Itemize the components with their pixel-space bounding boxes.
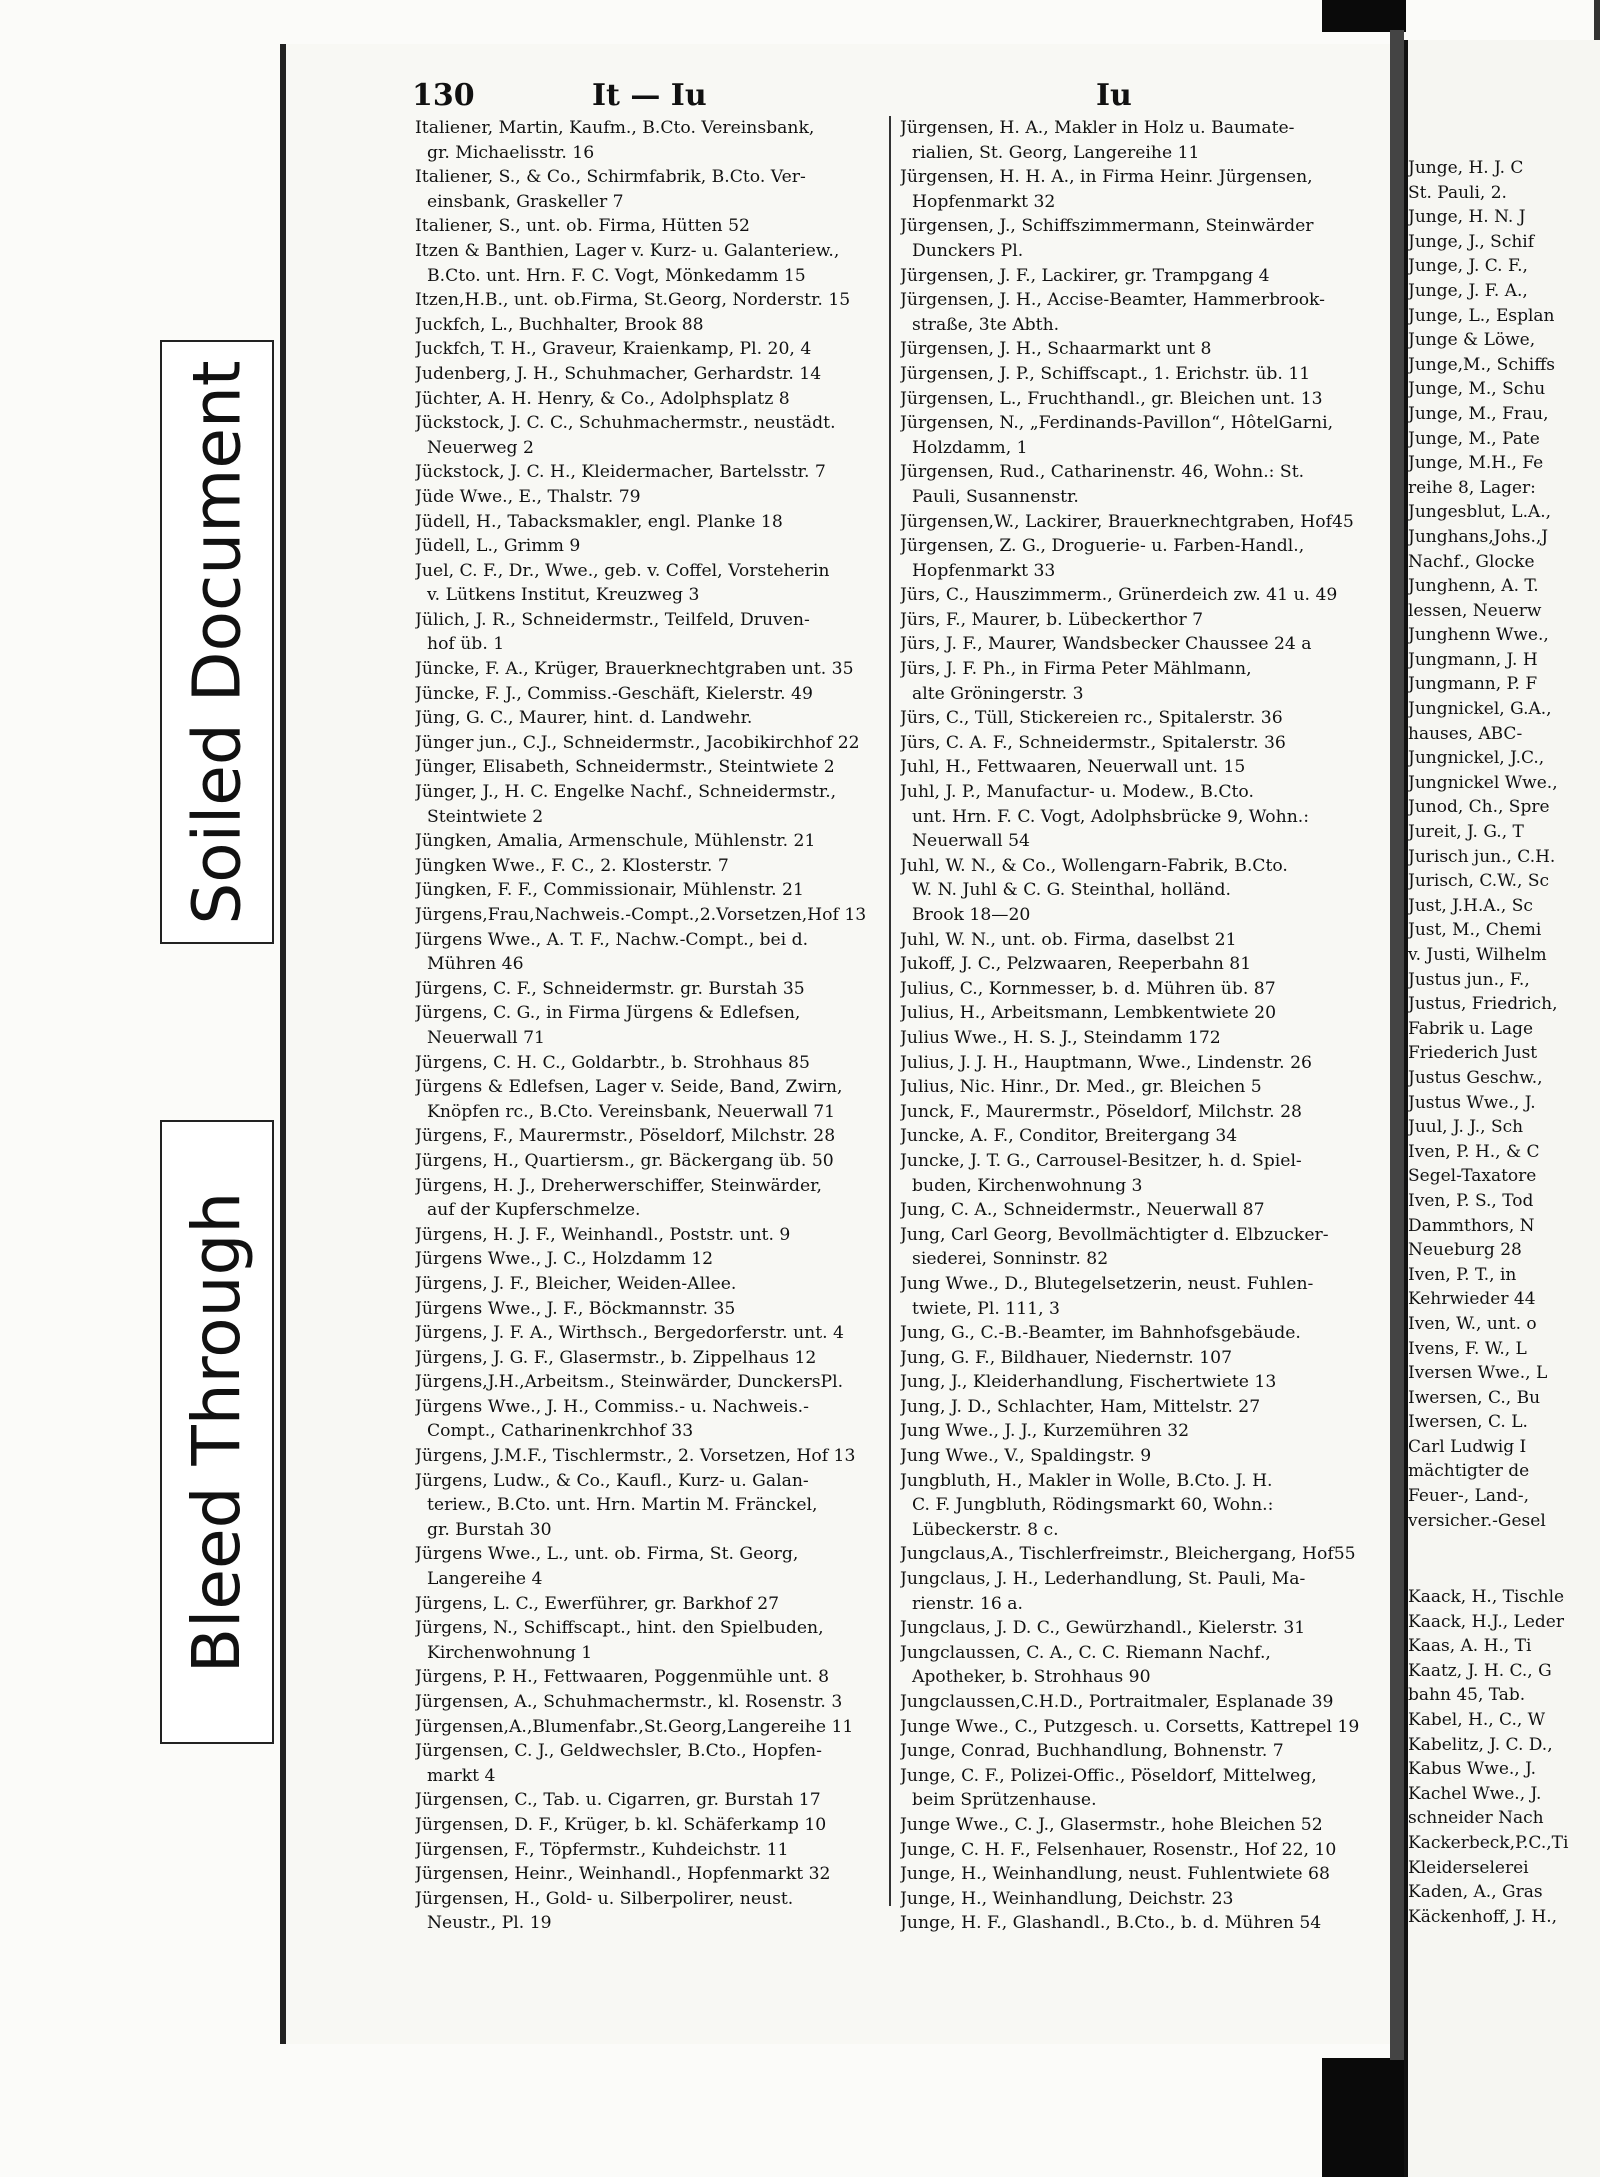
directory-entry-line: Kleiderselerei xyxy=(1408,1857,1529,1878)
directory-entry-line: Iwersen, C., Bu xyxy=(1408,1387,1541,1408)
directory-entry-line: Friederich Just xyxy=(1408,1043,1538,1064)
directory-entry-line: Junge, M.H., Fe xyxy=(1408,453,1544,474)
entry-continuation-line: Holzdamm, 1 xyxy=(912,437,1028,458)
directory-entry-line: Kackerbeck,P.C.,Ti xyxy=(1408,1832,1569,1853)
directory-entry-line: Jürgensen, H. H. A., in Firma Heinr. Jürgensen, xyxy=(900,167,1313,188)
directory-entry-line: Jüngken, Amalia, Armenschule, Mühlenstr. 21 xyxy=(415,831,816,852)
directory-entry-line: Jürgens, J.M.F., Tischlermstr., 2. Vorsetzen, Hof 13 xyxy=(415,1446,856,1467)
directory-entry-line: Juhl, H., Fettwaaren, Neuerwall unt. 15 xyxy=(900,757,1246,778)
adjacent-page-column-k xyxy=(1408,1585,1598,1929)
scan-black-bar-bottom xyxy=(1322,2058,1406,2177)
directory-entry-line: Jung Wwe., D., Blutegelsetzerin, neust. Fuhlen- xyxy=(900,1273,1314,1294)
directory-entry-line: Jürgens, C. G., in Firma Jürgens & Edlefsen, xyxy=(415,1003,801,1024)
entry-continuation-line: Neuerweg 2 xyxy=(427,437,534,458)
directory-entry-line: Jürgens Wwe., J. C., Holzdamm 12 xyxy=(415,1249,714,1270)
entry-continuation-line: W. N. Juhl & C. G. Steinthal, holländ. xyxy=(912,880,1231,901)
directory-entry-line: Fabrik u. Lage xyxy=(1408,1018,1534,1039)
directory-entry-line: Italiener, Martin, Kaufm., B.Cto. Vereinsbank, xyxy=(415,118,815,138)
directory-entry-line: Junge, J. C. F., xyxy=(1408,256,1528,277)
directory-entry-line: Junge, C. F., Polizei-Offic., Pöseldorf, Mittelweg, xyxy=(900,1765,1317,1786)
directory-entry-line: Jürgensen, J. F., Lackirer, gr. Trampgang 4 xyxy=(900,265,1270,286)
directory-entry-line: Jungclaussen, C. A., C. C. Riemann Nachf., xyxy=(900,1642,1271,1663)
directory-entry-line: Jung Wwe., V., Spaldingstr. 9 xyxy=(900,1446,1152,1467)
directory-entry-line: Itzen & Banthien, Lager v. Kurz- u. Galanteriew., xyxy=(415,240,840,261)
directory-entry-line: Jürgensen, J. P., Schiffscapt., 1. Erichstr. üb. 11 xyxy=(900,363,1311,384)
adjacent-page-fragment xyxy=(1404,40,1600,2177)
directory-entry-line: Jürgensen, F., Töpfermstr., Kuhdeichstr. 11 xyxy=(415,1839,789,1860)
directory-entry-line: Junge, M., Schu xyxy=(1408,379,1546,400)
directory-entry-line: Segel-Taxatore xyxy=(1408,1166,1537,1187)
directory-entry-line: Jürgensen, C. J., Geldwechsler, B.Cto., Hopfen- xyxy=(415,1741,822,1762)
directory-entry-line: Jürgensen, J. H., Schaarmarkt unt 8 xyxy=(900,339,1212,360)
entry-continuation-line: Neuerwall 54 xyxy=(912,831,1030,852)
entry-continuation-line: Mühren 46 xyxy=(427,954,524,975)
directory-entry-line: Jückstock, J. C. C., Schuhmachermstr., neustädt. xyxy=(415,413,836,434)
scan-black-bar-top xyxy=(1322,0,1406,32)
directory-entry-line: lessen, Neuerw xyxy=(1408,600,1542,621)
directory-entry-line: Junge, M., Pate xyxy=(1408,428,1540,449)
soiled-document-text: Soiled Document xyxy=(178,359,256,925)
directory-entry-line: versicher.-Gesel xyxy=(1408,1510,1546,1531)
directory-entry-line: Jungclaus,A., Tischlerfreimstr., Bleichergang, Hof55 xyxy=(900,1544,1356,1565)
directory-entry-line: Jürgens & Edlefsen, Lager v. Seide, Band, Zwirn, xyxy=(415,1077,843,1098)
directory-entry-line: Kabus Wwe., J. xyxy=(1408,1759,1536,1780)
directory-entry-line: Jüde Wwe., E., Thalstr. 79 xyxy=(415,486,641,507)
directory-entry-line: Junghenn, A. T. xyxy=(1408,576,1539,597)
directory-entry-line: reihe 8, Lager: xyxy=(1408,477,1536,498)
directory-entry-line: Jürgens, L. C., Ewerführer, gr. Barkhof 27 xyxy=(415,1593,780,1614)
directory-entry-line: schneider Nach xyxy=(1408,1808,1544,1829)
directory-entry-line: Italiener, S., unt. ob. Firma, Hütten 52 xyxy=(415,216,750,237)
entry-continuation-line: C. F. Jungbluth, Rödingsmarkt 60, Wohn.: xyxy=(912,1495,1274,1516)
directory-entry-line: Junge, H., Weinhandlung, neust. Fuhlentwiete 68 xyxy=(900,1864,1330,1885)
entry-continuation-line: rialien, St. Georg, Langereihe 11 xyxy=(912,142,1200,163)
entry-continuation-line: Steintwiete 2 xyxy=(427,806,544,827)
entry-continuation-line: Neustr., Pl. 19 xyxy=(427,1913,552,1934)
directory-entry-line: Judenberg, J. H., Schuhmacher, Gerhardstr. 14 xyxy=(415,363,822,384)
directory-entry-line: Jürgens, H. J., Dreherwerschiffer, Steinwärder, xyxy=(415,1175,822,1196)
directory-entry-line: Kachel Wwe., J. xyxy=(1408,1783,1542,1804)
directory-entry-line: hauses, ABC- xyxy=(1408,723,1523,744)
right-column-heading: Iu xyxy=(1096,78,1132,113)
directory-entry-line: Jürgensen, J., Schiffszimmermann, Steinwärder xyxy=(900,216,1314,237)
directory-entry-line: Junge, H., Weinhandlung, Deichstr. 23 xyxy=(900,1888,1234,1909)
directory-entry-line: Junge Wwe., C., Putzgesch. u. Corsetts, Kattrepel 19 xyxy=(900,1716,1360,1737)
directory-entry-line: Junghans,Johs.,J xyxy=(1408,526,1549,547)
directory-entry-line: Jürgens Wwe., L., unt. ob. Firma, St. Georg, xyxy=(415,1544,799,1565)
directory-entry-line: Juckfch, L., Buchhalter, Brook 88 xyxy=(415,314,704,335)
directory-entry-line: Just, J.H.A., Sc xyxy=(1408,895,1533,916)
entry-continuation-line: teriew., B.Cto. unt. Hrn. Martin M. Fränckel, xyxy=(427,1495,818,1516)
directory-entry-line: Jürgensen, C., Tab. u. Cigarren, gr. Burstah 17 xyxy=(415,1790,821,1811)
directory-entry-line: Kaack, H.J., Leder xyxy=(1408,1611,1564,1632)
directory-entry-line: Jürgens, C. F., Schneidermstr. gr. Burstah 35 xyxy=(415,978,805,999)
directory-entry-line: Jüngken Wwe., F. C., 2. Klosterstr. 7 xyxy=(415,855,729,876)
directory-entry-line: Jürgensen, D. F., Krüger, b. kl. Schäferkamp 10 xyxy=(415,1814,827,1835)
directory-entry-line: Junge, C. H. F., Felsenhauer, Rosenstr., Hof 22, 10 xyxy=(900,1839,1337,1860)
directory-entry-line: Junge, J. F. A., xyxy=(1408,280,1528,301)
directory-entry-line: Junge, L., Esplan xyxy=(1408,305,1555,326)
entry-continuation-line: siederei, Sonninstr. 82 xyxy=(912,1249,1109,1270)
directory-entry-line: Jungnickel, G.A., xyxy=(1408,699,1552,720)
directory-entry-line: Jürgens, Ludw., & Co., Kaufl., Kurz- u. Galan- xyxy=(415,1470,809,1491)
entry-continuation-line: alte Gröningerstr. 3 xyxy=(912,683,1084,704)
directory-entry-line: Jung, G. F., Bildhauer, Niedernstr. 107 xyxy=(900,1347,1233,1368)
entry-continuation-line: markt 4 xyxy=(427,1765,496,1786)
directory-entry-line: Kabelitz, J. C. D., xyxy=(1408,1734,1553,1755)
directory-entry-line: Junghenn Wwe., xyxy=(1408,625,1549,646)
directory-entry-line: Kabel, H., C., W xyxy=(1408,1709,1546,1730)
entry-continuation-line: Neuerwall 71 xyxy=(427,1027,545,1048)
directory-entry-line: Kaas, A. H., Ti xyxy=(1408,1636,1532,1657)
directory-entry-line: Juhl, W. N., unt. ob. Firma, daselbst 21 xyxy=(900,929,1237,950)
directory-entry-line: Jung, G., C.-B.-Beamter, im Bahnhofsgebäude. xyxy=(900,1323,1301,1344)
directory-entry-line: Jungnickel, J.C., xyxy=(1408,748,1545,769)
directory-entry-line: Jürgens, F., Maurermstr., Pöseldorf, Milchstr. 28 xyxy=(415,1126,836,1147)
directory-entry-line: Jürgensen, H. A., Makler in Holz u. Baumate- xyxy=(900,118,1295,138)
directory-entry-line: Jung, J., Kleiderhandlung, Fischertwiete 13 xyxy=(900,1372,1277,1393)
directory-entry-line: Jurisch jun., C.H. xyxy=(1408,846,1556,867)
entry-continuation-line: buden, Kirchenwohnung 3 xyxy=(912,1175,1143,1196)
bleed-through-label xyxy=(160,1120,274,1744)
directory-entry-line: Justus Geschw., xyxy=(1408,1067,1543,1088)
directory-entry-line: Junge, H. N. J xyxy=(1408,207,1526,228)
directory-entry-line: Jung, C. A., Schneidermstr., Neuerwall 87 xyxy=(900,1200,1265,1221)
directory-entry-line: Jurisch, C.W., Sc xyxy=(1408,871,1550,892)
directory-entry-line: Justus jun., F., xyxy=(1408,969,1530,990)
entry-continuation-line: Hopfenmarkt 33 xyxy=(912,560,1056,581)
directory-entry-line: Jünger, Elisabeth, Schneidermstr., Steintwiete 2 xyxy=(415,757,835,778)
directory-entry-line: Carl Ludwig I xyxy=(1408,1436,1527,1457)
directory-entry-line: Juckfch, T. H., Graveur, Kraienkamp, Pl. 20, 4 xyxy=(415,339,812,360)
right-directory-column xyxy=(900,116,1370,1936)
directory-entry-line: Jürgensen, Z. G., Droguerie- u. Farben-Handl., xyxy=(900,536,1305,557)
directory-entry-line: Jungesblut, L.A., xyxy=(1408,502,1552,523)
entry-continuation-line: einsbank, Graskeller 7 xyxy=(427,191,624,212)
directory-entry-line: Itzen,H.B., unt. ob.Firma, St.Georg, Norderstr. 15 xyxy=(415,290,851,311)
directory-entry-line: Jüdell, L., Grimm 9 xyxy=(415,536,581,557)
directory-entry-line: Jürgens Wwe., A. T. F., Nachw.-Compt., bei d. xyxy=(415,929,809,950)
directory-entry-line: Jürs, J. F., Maurer, Wandsbecker Chaussee 24 a xyxy=(900,634,1312,655)
directory-entry-line: Jürgens, J. G. F., Glasermstr., b. Zippelhaus 12 xyxy=(415,1347,817,1368)
directory-entry-line: Jungbluth, H., Makler in Wolle, B.Cto. J. H. xyxy=(900,1470,1273,1491)
directory-entry-line: Jüncke, F. J., Commiss.-Geschäft, Kielerstr. 49 xyxy=(415,683,813,704)
directory-entry-line: Jürgensen,A.,Blumenfabr.,St.Georg,Langereihe 11 xyxy=(415,1716,854,1737)
entry-continuation-line: B.Cto. unt. Hrn. F. C. Vogt, Mönkedamm 15 xyxy=(427,265,806,286)
directory-entry-line: Jückstock, J. C. H., Kleidermacher, Bartelsstr. 7 xyxy=(415,462,826,483)
directory-entry-line: Junge,M., Schiffs xyxy=(1408,354,1556,375)
directory-entry-line: Jüchter, A. H. Henry, & Co., Adolphsplatz 8 xyxy=(415,388,790,409)
directory-entry-line: Jürgens, J. F., Bleicher, Weiden-Allee. xyxy=(415,1273,737,1294)
directory-entry-line: Jung Wwe., J. J., Kurzemühren 32 xyxy=(900,1421,1190,1442)
directory-entry-line: Jürs, F., Maurer, b. Lübeckerthor 7 xyxy=(900,609,1204,630)
directory-entry-line: Jürgens, N., Schiffscapt., hint. den Spielbuden, xyxy=(415,1618,824,1639)
directory-entry-line: Jüncke, F. A., Krüger, Brauerknechtgraben unt. 35 xyxy=(415,659,854,680)
directory-entry-line: v. Justi, Wilhelm xyxy=(1408,945,1547,965)
directory-entry-line: Jürgens, H. J. F., Weinhandl., Poststr. unt. 9 xyxy=(415,1224,791,1245)
directory-entry-line: Ivens, F. W., L xyxy=(1408,1338,1527,1359)
directory-entry-line: Junge Wwe., C. J., Glasermstr., hohe Bleichen 52 xyxy=(900,1814,1323,1835)
entry-continuation-line: Brook 18—20 xyxy=(912,905,1031,925)
directory-entry-line: Iven, W., unt. o xyxy=(1408,1313,1537,1334)
directory-entry-line: Jürgensen, J. H., Accise-Beamter, Hammerbrook- xyxy=(900,290,1325,311)
entry-continuation-line: gr. Burstah 30 xyxy=(427,1519,552,1540)
directory-entry-line: Jungclaussen,C.H.D., Portraitmaler, Esplanade 39 xyxy=(900,1692,1334,1712)
directory-entry-line: Jünger, J., H. C. Engelke Nachf., Schneidermstr., xyxy=(415,782,837,803)
directory-entry-line: Jürgens, P. H., Fettwaaren, Poggenmühle unt. 8 xyxy=(415,1667,830,1688)
directory-entry-line: Junck, F., Maurermstr., Pöseldorf, Milchstr. 28 xyxy=(900,1101,1302,1122)
page-number: 130 xyxy=(412,78,475,113)
directory-entry-line: Julius, J. J. H., Hauptmann, Wwe., Lindenstr. 26 xyxy=(900,1052,1312,1073)
directory-entry-line: Jürgensen, H., Gold- u. Silberpolirer, neust. xyxy=(415,1888,794,1909)
column-divider xyxy=(889,116,891,1906)
directory-entry-line: Jürs, C., Hauszimmerm., Grünerdeich zw. 41 u. 49 xyxy=(900,585,1338,606)
directory-entry-line: Junge, Conrad, Buchhandlung, Bohnenstr. 7 xyxy=(900,1741,1284,1762)
directory-entry-line: mächtigter de xyxy=(1408,1461,1530,1482)
directory-entry-line: Jung, Carl Georg, Bevollmächtigter d. Elbzucker- xyxy=(900,1224,1329,1245)
directory-entry-line: Jürgens,J.H.,Arbeitsm., Steinwärder, DunckersPl. xyxy=(415,1372,844,1393)
left-directory-column xyxy=(415,116,885,1936)
entry-continuation-line: Knöpfen rc., B.Cto. Vereinsbank, Neuerwall 71 xyxy=(427,1101,836,1122)
directory-entry-line: Juul, J. J., Sch xyxy=(1408,1117,1524,1138)
directory-entry-line: Nachf., Glocke xyxy=(1408,551,1535,572)
directory-entry-line: Jüngken, F. F., Commissionair, Mühlenstr. 21 xyxy=(415,880,804,901)
directory-entry-line: Justus, Friedrich, xyxy=(1408,994,1558,1015)
entry-continuation-line: v. Lütkens Institut, Kreuzweg 3 xyxy=(427,585,700,606)
directory-entry-line: Junge, H. F., Glashandl., B.Cto., b. d. Mühren 54 xyxy=(900,1913,1322,1934)
directory-entry-line: Jüng, G. C., Maurer, hint. d. Landwehr. xyxy=(415,708,753,729)
left-column-heading: It — Iu xyxy=(592,78,707,113)
directory-entry-line: Jürgens Wwe., J. H., Commiss.- u. Nachweis.- xyxy=(415,1396,809,1417)
directory-entry-line: Jürgensen, L., Fruchthandl., gr. Bleichen unt. 13 xyxy=(900,388,1323,409)
directory-entry-line: Jürgens, J. F. A., Wirthsch., Bergedorferstr. unt. 4 xyxy=(415,1323,844,1344)
directory-entry-line: Jürgensen, N., „Ferdinands-Pavillon“, HôtelGarni, xyxy=(900,413,1334,434)
directory-entry-line: Jungclaus, J. H., Lederhandlung, St. Pauli, Ma- xyxy=(900,1569,1306,1590)
entry-continuation-line: straße, 3te Abth. xyxy=(912,314,1060,335)
directory-entry-line: Juhl, W. N., & Co., Wollengarn-Fabrik, B.Cto. xyxy=(900,855,1288,876)
directory-entry-line: Jureit, J. G., T xyxy=(1408,822,1524,843)
directory-entry-line: Jürgens Wwe., J. F., Böckmannstr. 35 xyxy=(415,1298,736,1319)
directory-entry-line: Just, M., Chemi xyxy=(1408,920,1542,941)
directory-entry-line: Jürs, J. F. Ph., in Firma Peter Mählmann, xyxy=(900,659,1252,680)
entry-continuation-line: Hopfenmarkt 32 xyxy=(912,191,1056,212)
entry-continuation-line: beim Sprützenhause. xyxy=(912,1790,1097,1811)
directory-entry-line: Jürs, C., Tüll, Stickereien rc., Spitalerstr. 36 xyxy=(900,708,1283,729)
directory-entry-line: Jürgens, C. H. C., Goldarbtr., b. Strohhaus 85 xyxy=(415,1052,810,1073)
directory-entry-line: Julius, C., Kornmesser, b. d. Mühren üb. 87 xyxy=(900,978,1276,999)
directory-entry-line: Kaack, H., Tischle xyxy=(1408,1587,1565,1607)
directory-entry-line: Jungmann, J. H xyxy=(1408,649,1538,670)
entry-continuation-line: Langereihe 4 xyxy=(427,1569,543,1590)
directory-entry-line: Jürgensen, Heinr., Weinhandl., Hopfenmarkt 32 xyxy=(415,1864,831,1885)
directory-entry-line: Kehrwieder 44 xyxy=(1408,1289,1536,1310)
page-gutter-shadow xyxy=(1390,30,1404,2060)
entry-continuation-line: Dunckers Pl. xyxy=(912,240,1024,261)
directory-entry-line: Juel, C. F., Dr., Wwe., geb. v. Coffel, Vorsteherin xyxy=(415,560,830,581)
directory-entry-line: bahn 45, Tab. xyxy=(1408,1685,1526,1706)
adjacent-page-column-j xyxy=(1408,156,1598,1533)
directory-entry-line: Iwersen, C. L. xyxy=(1408,1412,1528,1433)
directory-entry-line: Junge, J., Schif xyxy=(1408,231,1535,252)
entry-continuation-line: Lübeckerstr. 8 c. xyxy=(912,1519,1059,1540)
directory-entry-line: Dammthors, N xyxy=(1408,1215,1535,1236)
directory-entry-line: Junge, H. J. C xyxy=(1408,158,1524,178)
directory-entry-line: Juhl, J. P., Manufactur- u. Modew., B.Cto. xyxy=(900,782,1254,803)
entry-continuation-line: twiete, Pl. 111, 3 xyxy=(912,1298,1060,1319)
directory-entry-line: Jüdell, H., Tabacksmakler, engl. Planke 18 xyxy=(415,511,783,532)
directory-entry-line: Iversen Wwe., L xyxy=(1408,1363,1548,1384)
directory-entry-line: Jung, J. D., Schlachter, Ham, Mittelstr. 27 xyxy=(900,1396,1261,1417)
directory-entry-line: Jülich, J. R., Schneidermstr., Teilfeld, Druven- xyxy=(415,609,810,630)
directory-entry-line: Italiener, S., & Co., Schirmfabrik, B.Cto. Ver- xyxy=(415,167,806,188)
entry-continuation-line: gr. Michaelisstr. 16 xyxy=(427,142,595,163)
directory-entry-line: Jünger jun., C.J., Schneidermstr., Jacobikirchhof 22 xyxy=(415,732,860,753)
entry-continuation-line: Pauli, Susannenstr. xyxy=(912,486,1079,507)
directory-entry-line: Jungclaus, J. D. C., Gewürzhandl., Kielerstr. 31 xyxy=(900,1618,1306,1639)
soiled-document-label xyxy=(160,340,274,944)
directory-entry-line: Jürgensen, Rud., Catharinenstr. 46, Wohn.: St. xyxy=(900,462,1305,483)
entry-continuation-line: hof üb. 1 xyxy=(427,634,505,655)
entry-continuation-line: Kirchenwohnung 1 xyxy=(427,1642,593,1663)
directory-entry-line: Julius Wwe., H. S. J., Steindamm 172 xyxy=(900,1027,1221,1048)
entry-continuation-line: unt. Hrn. F. C. Vogt, Adolphsbrücke 9, Wohn.: xyxy=(912,806,1310,827)
directory-entry-line: Iven, P. S., Tod xyxy=(1408,1190,1534,1211)
bleed-through-text: Bleed Through xyxy=(178,1191,256,1673)
directory-entry-line: Justus Wwe., J. xyxy=(1408,1092,1536,1113)
directory-entry-line: Jürgens, H., Quartiersm., gr. Bäckergang üb. 50 xyxy=(415,1150,834,1171)
directory-entry-line: Juncke, A. F., Conditor, Breitergang 34 xyxy=(900,1126,1238,1147)
directory-entry-line: Iven, P. H., & C xyxy=(1408,1141,1540,1162)
directory-entry-line: Jürgens,Frau,Nachweis.-Compt.,2.Vorsetzen,Hof 13 xyxy=(415,905,867,925)
directory-entry-line: Jukoff, J. C., Pelzwaaren, Reeperbahn 81 xyxy=(900,954,1252,975)
directory-entry-line: Julius, H., Arbeitsmann, Lembkentwiete 20 xyxy=(900,1003,1277,1024)
directory-entry-line: Käckenhoff, J. H., xyxy=(1408,1906,1558,1927)
directory-entry-line: Kaatz, J. H. C., G xyxy=(1408,1660,1552,1681)
directory-entry-line: Juncke, J. T. G., Carrousel-Besitzer, h. d. Spiel- xyxy=(900,1150,1302,1171)
directory-entry-line: Feuer-, Land-, xyxy=(1408,1486,1530,1507)
directory-entry-line: Neueburg 28 xyxy=(1408,1240,1522,1261)
directory-entry-line: St. Pauli, 2. xyxy=(1408,182,1507,203)
directory-entry-line: Kaden, A., Gras xyxy=(1408,1882,1543,1903)
directory-entry-line: Iven, P. T., in xyxy=(1408,1264,1517,1285)
directory-entry-line: Jürs, C. A. F., Schneidermstr., Spitalerstr. 36 xyxy=(900,732,1286,753)
entry-continuation-line: Apotheker, b. Strohhaus 90 xyxy=(912,1667,1151,1688)
directory-entry-line: Junge & Löwe, xyxy=(1408,330,1536,351)
directory-entry-line: Julius, Nic. Hinr., Dr. Med., gr. Bleichen 5 xyxy=(900,1077,1262,1098)
entry-continuation-line: Compt., Catharinenkrchhof 33 xyxy=(427,1421,694,1442)
directory-entry-line: Jungmann, P. F xyxy=(1408,674,1538,695)
directory-entry-line: Jungnickel Wwe., xyxy=(1408,772,1558,793)
directory-entry-line: Jürgensen, A., Schuhmachermstr., kl. Rosenstr. 3 xyxy=(415,1692,843,1712)
directory-entry-line: Junge, M., Frau, xyxy=(1408,403,1549,424)
directory-entry-line: Junod, Ch., Spre xyxy=(1408,797,1550,818)
directory-entry-line: Jürgensen,W., Lackirer, Brauerknechtgraben, Hof45 xyxy=(900,511,1354,532)
entry-continuation-line: rienstr. 16 a. xyxy=(912,1593,1023,1614)
entry-continuation-line: auf der Kupferschmelze. xyxy=(427,1200,641,1221)
